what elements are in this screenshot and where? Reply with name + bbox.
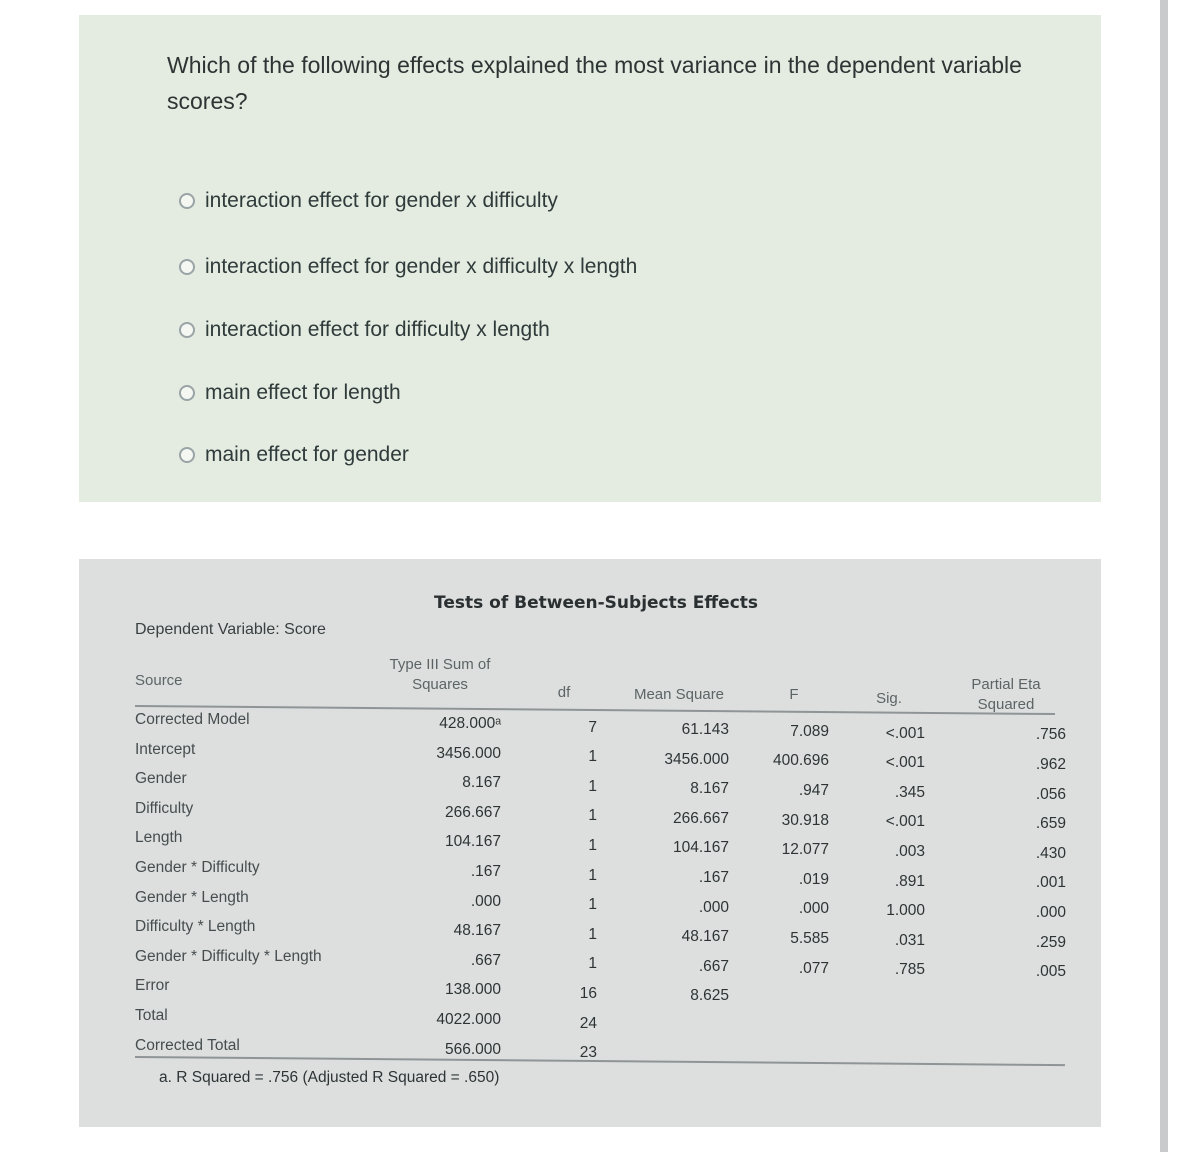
cell-ss: 138.000 [444, 981, 501, 999]
cell-ms: 3456.000 [664, 750, 729, 768]
option-main-effect-length[interactable] [179, 378, 401, 408]
cell-eta: .005 [1035, 963, 1066, 981]
cell-ms: 104.167 [672, 839, 729, 857]
cell-df: 1 [588, 807, 597, 825]
header-df: df [557, 684, 571, 701]
header-divider [135, 705, 1055, 715]
anova-table-panel [79, 559, 1101, 1127]
cell-df: 1 [588, 866, 597, 884]
row-source: Gender * Length [135, 888, 249, 906]
cell-f: .000 [798, 900, 829, 918]
cell-f: 5.585 [790, 930, 829, 947]
option-label: main effect for gender [205, 443, 409, 466]
cell-df: 1 [588, 955, 597, 973]
row-source: Gender * Difficulty * Length [135, 947, 322, 965]
cell-ss: .167 [470, 863, 501, 880]
cell-ms: .167 [698, 869, 729, 886]
scrollbar[interactable] [1160, 0, 1168, 1152]
option-label: interaction effect for gender x difficulty x length [205, 255, 638, 278]
radio-icon[interactable] [179, 193, 195, 209]
row-source: Difficulty [135, 799, 194, 817]
cell-eta: .659 [1035, 815, 1066, 833]
row-source: Gender * Difficulty [135, 859, 260, 876]
cell-sig: .345 [894, 783, 925, 801]
row-source: Difficulty * Length [135, 918, 256, 936]
header-sig: Sig. [876, 690, 902, 707]
row-source: Corrected Model [135, 711, 250, 728]
cell-ss: 4022.000 [436, 1011, 501, 1028]
radio-icon[interactable] [179, 447, 195, 463]
cell-ms: 266.667 [672, 809, 729, 827]
cell-sig: 1.000 [886, 902, 925, 920]
option-gender-x-difficulty[interactable] [179, 186, 558, 216]
cell-ss: .667 [470, 951, 501, 969]
row-source: Length [135, 829, 183, 847]
cell-eta: .259 [1035, 933, 1066, 951]
cell-eta: .001 [1035, 874, 1066, 892]
table-bottom-divider [135, 1056, 1065, 1066]
question-prompt: Which of the following effects explained the most variance in the dependent variable scores? [167, 52, 1022, 114]
table-title: Tests of Between-Subjects Effects [434, 593, 759, 613]
cell-eta: .756 [1035, 726, 1066, 744]
cell-ms: 8.167 [690, 780, 729, 798]
header-partial-eta-squared: Partial Eta Squared [971, 676, 1041, 713]
cell-f: .947 [798, 782, 829, 799]
cell-df: 1 [588, 837, 597, 854]
cell-f: .077 [798, 959, 829, 977]
cell-sig: <.001 [885, 754, 925, 772]
cell-ms: .667 [698, 957, 729, 975]
cell-eta: .430 [1035, 844, 1066, 862]
option-main-effect-gender[interactable] [179, 440, 409, 470]
row-source: Total [135, 1007, 168, 1024]
dependent-variable-label: Dependent Variable: Score [135, 621, 326, 638]
cell-ss: 3456.000 [436, 744, 501, 762]
option-label: main effect for length [205, 381, 401, 404]
cell-sig: .785 [894, 961, 925, 979]
cell-df: 24 [579, 1014, 597, 1032]
cell-f: 400.696 [772, 752, 829, 770]
cell-ms: 8.625 [690, 987, 729, 1005]
cell-df: 1 [588, 925, 597, 943]
header-sum-of-squares: Type III Sum of Squares [389, 656, 491, 693]
cell-f: 7.089 [790, 722, 829, 740]
cell-ss: 48.167 [453, 922, 501, 940]
cell-f: 30.918 [781, 811, 829, 829]
row-source: Error [135, 977, 170, 995]
header-mean-square: Mean Square [633, 686, 725, 703]
row-source: Corrected Total [135, 1036, 240, 1054]
cell-ss: 104.167 [444, 833, 501, 851]
option-gender-x-difficulty-x-length[interactable] [179, 252, 637, 282]
cell-eta: .962 [1035, 756, 1066, 773]
cell-ss: .000 [470, 892, 501, 910]
cell-f: 12.077 [781, 841, 829, 859]
radio-icon[interactable] [179, 385, 195, 401]
row-source: Intercept [135, 740, 196, 758]
cell-eta: .000 [1035, 904, 1066, 921]
cell-sig: <.001 [885, 724, 925, 742]
cell-eta: .056 [1035, 785, 1066, 803]
cell-ss: 266.667 [444, 803, 501, 821]
cell-df: 1 [588, 748, 597, 766]
cell-f: .019 [798, 870, 829, 888]
cell-df: 16 [579, 985, 597, 1002]
header-source: Source [135, 672, 183, 689]
cell-df: 1 [588, 777, 597, 795]
cell-sig: .003 [894, 843, 925, 860]
radio-icon[interactable] [179, 322, 195, 338]
cell-df: 23 [579, 1044, 597, 1062]
question-panel [79, 15, 1101, 502]
table-footnote: a. R Squared = .756 (Adjusted R Squared = .650) [159, 1069, 500, 1086]
cell-df: 7 [588, 718, 597, 736]
cell-df: 1 [588, 896, 597, 914]
option-label: interaction effect for difficulty x length [205, 318, 550, 341]
option-label: interaction effect for gender x difficulty [205, 189, 558, 212]
cell-ms: 48.167 [681, 928, 729, 946]
option-difficulty-x-length[interactable] [179, 315, 550, 345]
cell-sig: <.001 [885, 813, 925, 831]
cell-sig: .891 [894, 872, 925, 890]
radio-icon[interactable] [179, 259, 195, 275]
header-f: F [789, 686, 799, 703]
cell-ss: 428.000ᵃ [439, 715, 501, 732]
cell-ms: 61.143 [681, 721, 729, 738]
cell-ms: .000 [698, 898, 729, 916]
row-source: Gender [135, 770, 187, 788]
cell-ss: 566.000 [444, 1040, 501, 1058]
cell-ss: 8.167 [462, 774, 501, 792]
cell-sig: .031 [894, 931, 925, 949]
